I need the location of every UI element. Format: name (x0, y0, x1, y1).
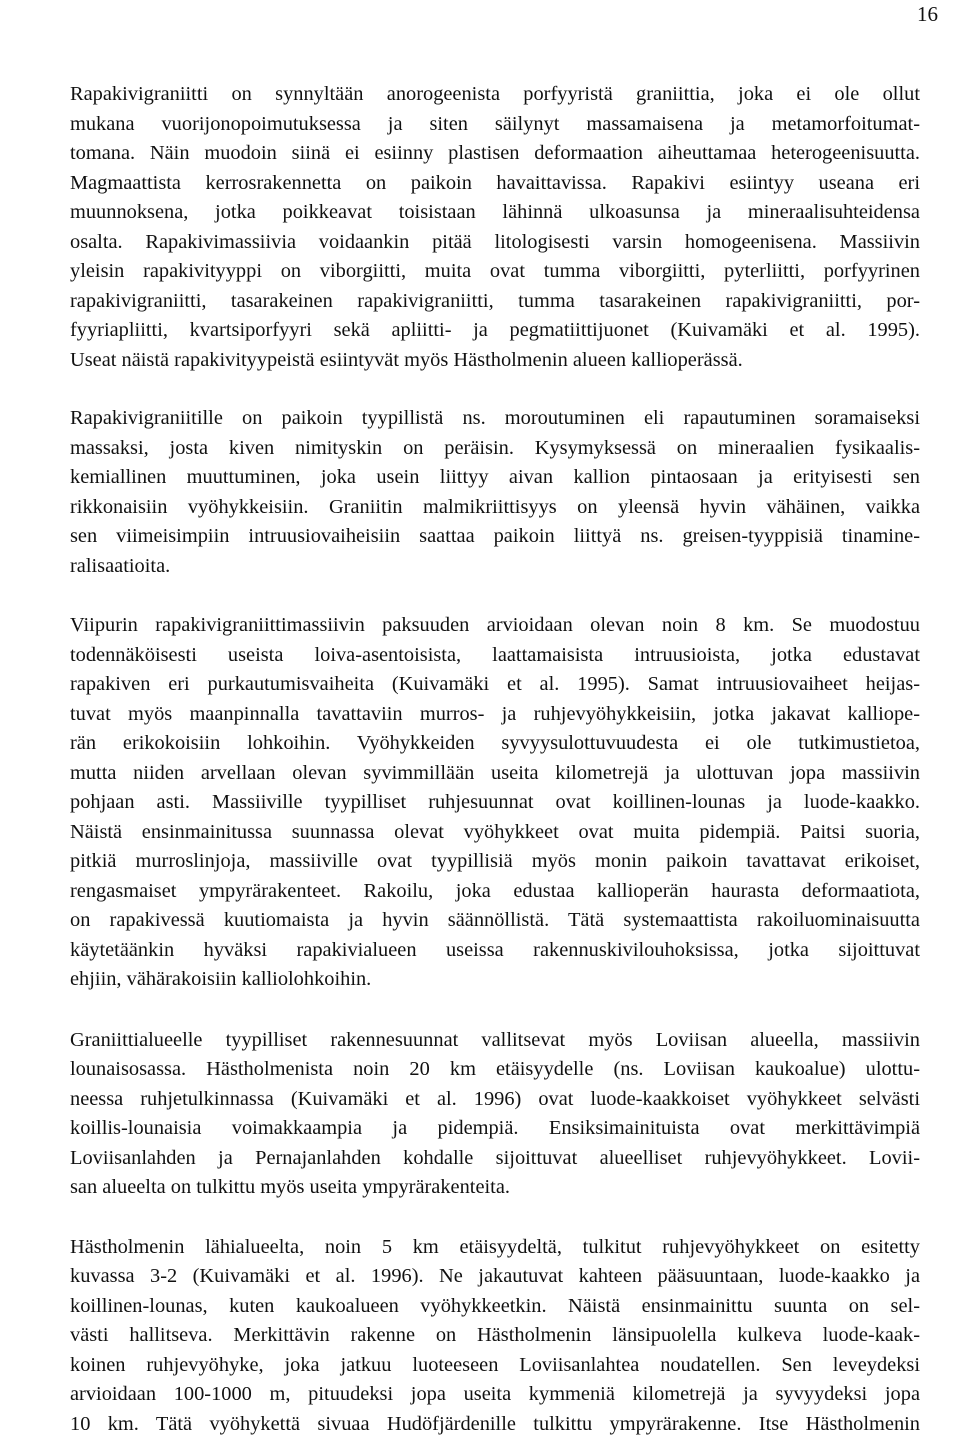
paragraph-gap (70, 581, 920, 611)
text-line: rapakivigraniitti, tasarakeinen rapakivigraniitti, tumma tasarakeinen rapakivigraniitti, por- (70, 287, 920, 317)
text-line: 10 km. Tätä vyöhykettä sivuaa Hudöfjärdenille tulkittu ympyrärakenne. Itse Hästholmenin (70, 1410, 920, 1439)
paragraph-loviisa-area (70, 1026, 920, 1203)
text-line: Näistä ensinmainitussa suunnassa olevat vyöhykkeet ovat muita pidempiä. Paitsi suoria, (70, 818, 920, 848)
text-line: massaksi, josta kiven nimityskin on peräisin. Kysymyksessä on mineraalien fysikaalis- (70, 434, 920, 464)
paragraph-massif-structure (70, 611, 920, 995)
text-line: koillis-lounaisia voimakkaampia ja pidempiä. Ensiksimainituista ovat merkittävimpiä (70, 1114, 920, 1144)
text-line: sen viimeisimpiin intruusiovaiheisiin saattaa paikoin liittyä ns. greisen-tyyppisiä tinamine- (70, 522, 920, 552)
text-line: rapakiven eri purkautumisvaiheita (Kuivamäki et al. 1995). Samat intruusiovaiheet heijas- (70, 670, 920, 700)
text-line: mukana vuorijonopoimutuksessa ja siten säilynyt massamaisena ja metamorfoitumat- (70, 110, 920, 140)
text-line: tuvat myös maanpinnalla tavattaviin murros- ja ruhjevyöhykkeisiin, jotka jakavat kalliope- (70, 700, 920, 730)
paragraph-gap (70, 1203, 920, 1233)
text-line: koillinen-lounas, kuten kaukoalueen vyöhykkeetkin. Näistä ensinmainittu suunta on sel- (70, 1292, 920, 1322)
text-line: Rapakivigraniitti on synnyltään anorogeenista porfyyristä graniittia, joka ei ole ollut (70, 80, 920, 110)
text-line: on rapakivessä kuutiomaista ja hyvin säännöllistä. Tätä systemaattista rakoiluominaisuutta (70, 906, 920, 936)
text-line: Useat näistä rapakivityypeistä esiintyvät myös Hästholmenin alueen kallioperässä. (70, 346, 920, 376)
text-line: västi hallitseva. Merkittävin rakenne on Hästholmenin länsipuolella kulkeva luode-kaak- (70, 1321, 920, 1351)
text-line: Graniittialueelle tyypilliset rakennesuunnat vallitsevat myös Loviisan alueella, massiivin (70, 1026, 920, 1056)
text-line: neessa ruhjetulkinnassa (Kuivamäki et al. 1996) ovat luode-kaakkoiset vyöhykkeet selvästi (70, 1085, 920, 1115)
text-line: ralisaatioita. (70, 552, 920, 582)
text-line: san alueelta on tulkittu myös useita ympyrärakenteita. (70, 1173, 920, 1203)
paragraph-hastholmen-vicinity (70, 1233, 920, 1439)
text-line: Viipurin rapakivigraniittimassiivin paksuuden arvioidaan olevan noin 8 km. Se muodostuu (70, 611, 920, 641)
text-line: pohjaan asti. Massiiville tyypilliset ruhjesuunnat ovat koillinen-lounas ja luode-kaakko. (70, 788, 920, 818)
text-line: lounaisosassa. Hästholmenista noin 20 km etäisyydelle (ns. Loviisan kaukoalue) ulottu- (70, 1055, 920, 1085)
text-line: kemiallinen muuttuminen, joka usein liittyy aivan kallion pintaosaan ja erityisesti sen (70, 463, 920, 493)
text-line: Rapakivigraniitille on paikoin tyypillistä ns. moroutuminen eli rapautuminen soramaiseksi (70, 404, 920, 434)
text-line: mutta niiden arvellaan olevan syvimmillään useita kilometrejä ja ulottuvan jopa massiivin (70, 759, 920, 789)
paragraph-weathering (70, 404, 920, 581)
text-line: fyyriapliitti, kvartsiporfyyri sekä apliitti- ja pegmatiittijuonet (Kuivamäki et al. 1995). (70, 316, 920, 346)
text-line: Hästholmenin lähialueelta, noin 5 km etäisyydeltä, tulkitut ruhjevyöhykkeet on esitetty (70, 1233, 920, 1263)
text-line: osalta. Rapakivimassiivia voidaankin pitää litologisesti varsin homogeenisena. Massiivin (70, 228, 920, 258)
paragraph-rapakivi-origin (70, 80, 920, 375)
text-line: tomana. Näin muodoin siinä ei esiinny plastisen deformaation aiheuttamaa heterogeenisuutta. (70, 139, 920, 169)
text-line: yleisin rapakivityyppi on viborgiitti, muita ovat tumma viborgiitti, pyterliitti, porfyyrinen (70, 257, 920, 287)
page-number: 16 (917, 2, 938, 26)
text-line: rengasmaiset ympyrärakenteet. Rakoilu, joka edustaa kallioperän haurasta deformaatiota, (70, 877, 920, 907)
text-line: Loviisanlahden ja Pernajanlahden kohdalle sijoittuvat alueelliset ruhjevyöhykkeet. Lovii- (70, 1144, 920, 1174)
paragraph-gap (70, 995, 920, 1026)
document-body (70, 80, 920, 1439)
text-line: pitkiä murroslinjoja, massiiville ovat tyypillisiä myös monin paikoin tavattavat erikoiset, (70, 847, 920, 877)
text-line: Magmaattista kerrosrakennetta on paikoin havaittavissa. Rapakivi esiintyy useana eri (70, 169, 920, 199)
text-line: todennäköisesti useista loiva-asentoisista, laattamaisista intruusioista, jotka edustavat (70, 641, 920, 671)
text-line: koinen ruhjevyöhyke, joka jatkuu luoteeseen Loviisanlahtea noudatellen. Sen leveydeksi (70, 1351, 920, 1381)
text-line: muunnoksena, jotka poikkeavat toisistaan lähinnä ulkoasunsa ja mineraalisuhteidensa (70, 198, 920, 228)
text-line: rän erikokoisiin lohkoihin. Vyöhykkeiden syvyysulottuvuudesta ei ole tutkimustietoa, (70, 729, 920, 759)
text-line: käytetäänkin hyväksi rapakivialueen useissa rakennuskivilouhoksissa, jotka sijoittuvat (70, 936, 920, 966)
paragraph-gap (70, 375, 920, 404)
text-line: rikkonaisiin vyöhykkeisiin. Graniitin malmikriittisyys on yleensä hyvin vähäinen, vaikka (70, 493, 920, 523)
text-line: kuvassa 3-2 (Kuivamäki et al. 1996). Ne jakautuvat kahteen pääsuuntaan, luode-kaakko ja (70, 1262, 920, 1292)
text-line: ehjiin, vähärakoisiin kalliolohkoihin. (70, 965, 920, 995)
text-line: arvioidaan 100-1000 m, pituudeksi jopa useita kymmeniä kilometrejä ja syvyydeksi jopa (70, 1380, 920, 1410)
